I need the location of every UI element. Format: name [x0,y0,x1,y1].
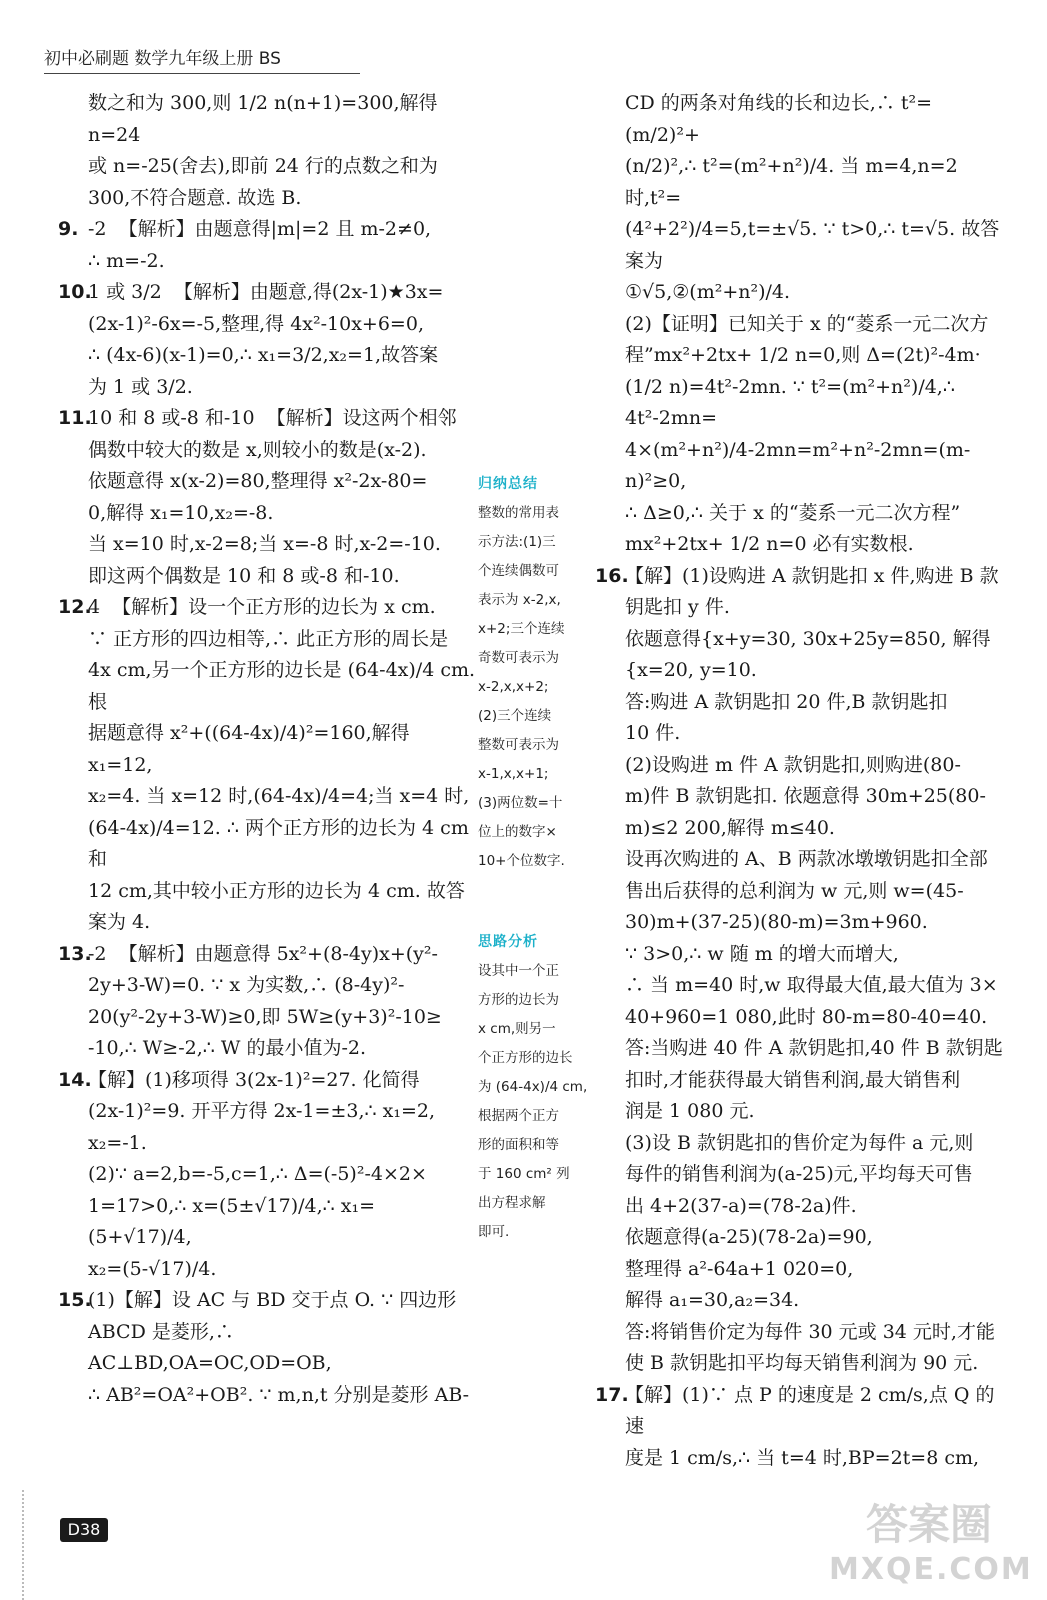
left-line [88,183,478,215]
right-line [625,1065,1005,1097]
line-text: 4×(m²+n²)/4-2mn=m²+n²-2mn=(m-n)²≥0, [625,438,971,492]
note-line: 示方法:(1)三 [478,534,556,550]
line-text: (2x-1)²-6x=-5,整理,得 4x²-10x+6=0, [88,312,424,335]
right-line [625,340,1005,372]
note-line: 个正方形的边长 [478,1050,573,1066]
line-text: ①√5,②(m²+n²)/4. [625,281,791,303]
line-text: 数之和为 300,则 1/2 n(n+1)=300,解得 n=24 [88,92,444,146]
right-line [625,1096,1005,1128]
line-text: ∵ 3>0,∴ w 随 m 的增大而增大, [625,942,899,965]
line-text: 1=17>0,∴ x=(5±√17)/4,∴ x₁=(5+√17)/4, [88,1194,376,1248]
note-title: 归纳总结 [478,476,538,492]
right-line [625,498,1005,530]
left-line [88,1096,478,1128]
right-line [625,750,1005,782]
left-line [88,1317,478,1380]
line-text: ∵ 正方形的四边相等,∴ 此正方形的周长是 [88,627,449,650]
note-line: 整数的常用表 [478,505,559,521]
line-text: 使 B 款钥匙扣平均每天销售利润为 90 元. [625,1352,979,1374]
right-line [625,718,1005,750]
right-column [595,88,1005,1474]
note-line: 根据两个正方 [478,1108,559,1124]
right-line [625,529,1005,561]
line-text: ∴ m=-2. [88,249,165,272]
line-text: mx²+2tx+ 1/2 n=0 必有实数根. [625,533,914,555]
right-line [625,781,1005,813]
line-text: 12 cm,其中较小正方形的边长为 4 cm. 故答 [88,879,465,902]
question-number: 13. [58,942,92,965]
watermark-line1: 答案圈 [865,1500,992,1549]
right-line [625,214,1005,277]
left-line [58,214,478,246]
left-line [88,876,478,908]
line-text: ∴ AB²=OA²+OB². ∵ m,n,t 分别是菱形 AB- [88,1383,470,1406]
left-line [58,1065,478,1097]
line-text: -10,∴ W≥-2,∴ W 的最小值为-2. [88,1037,367,1059]
line-text: ∴ 当 m=40 时,w 取得最大值,最大值为 3× [625,974,998,996]
left-line [88,1380,478,1412]
page-header [44,44,281,69]
line-text: 即这两个偶数是 10 和 8 或-8 和-10. [88,564,400,587]
left-line [88,372,478,404]
header-rule [44,73,360,74]
right-line [625,1128,1005,1160]
line-text: (2)∵ a=2,b=-5,c=1,∴ Δ=(-5)²-4×2× [88,1163,427,1185]
question-number: 14. [58,1068,92,1091]
left-line [88,970,478,1002]
right-line [595,561,1005,593]
note-line: 个连续偶数可 [478,563,559,579]
left-line [88,1254,478,1286]
left-line [58,403,478,435]
note-line: (3)两位数=十 [478,795,563,811]
right-line [625,844,1005,876]
right-line [625,1191,1005,1223]
left-line [88,498,478,530]
note-line: 方形的边长为 [478,992,559,1008]
line-text: 10 和 8 或-8 和-10 【解析】设这两个相邻 [88,407,457,429]
right-line [625,309,1005,341]
right-line [625,1159,1005,1191]
left-line [58,1285,478,1317]
left-line [88,466,478,498]
right-line [625,813,1005,845]
note-line: x-2,x,x+2; [478,679,549,695]
line-text: 或 n=-25(舍去),即前 24 行的点数之和为 [88,155,438,177]
left-line [88,1033,478,1065]
line-text: 润是 1 080 元. [625,1100,755,1122]
question-number: 11. [58,407,92,429]
line-text: 依题意得{x+y=30, 30x+25y=850, 解得{x=20, y=10. [625,627,991,681]
line-text: CD 的两条对角线的长和边长,∴ t²=(m/2)²+ [625,92,933,146]
line-text: 每件的销售利润为(a-25)元,平均每天可售 [625,1163,973,1185]
left-line [88,813,478,876]
note-line: 位上的数字× [478,824,557,840]
note-line: x-1,x,x+1; [478,766,549,782]
note-line: 于 160 cm² 列 [478,1166,570,1182]
line-text: (2x-1)²=9. 开平方得 2x-1=±3,∴ x₁=2, [88,1100,436,1122]
line-text: 依题意得 x(x-2)=80,整理得 x²-2x-80= [88,470,428,492]
left-line [58,277,478,309]
right-line [625,1222,1005,1254]
left-line [88,561,478,593]
note-line: 即可. [478,1224,510,1240]
sidebar-note-2 [478,928,590,1247]
left-line [88,151,478,183]
note-title: 思路分析 [478,934,538,950]
line-text: x₂=(5-√17)/4. [88,1257,217,1280]
line-text: 4x cm,另一个正方形的边长是 (64-4x)/4 cm. 根 [88,659,482,713]
line-text: 程”mx²+2tx+ 1/2 n=0,则 Δ=(2t)²-4m· [625,344,981,366]
left-line [88,435,478,467]
note-line: 整数可表示为 [478,737,559,753]
right-line [625,592,1005,624]
line-text: 扣时,才能获得最大销售利润,最大销售利 [625,1068,961,1091]
right-line [625,88,1005,151]
line-text: (2)设购进 m 件 A 款钥匙扣,则购进(80- [625,753,961,776]
line-text: 300,不符合题意. 故选 B. [88,186,302,209]
page-number: D38 [60,1518,108,1542]
line-text: ∴ (4x-6)(x-1)=0,∴ x₁=3/2,x₂=1,故答案 [88,344,439,366]
line-text: (1)【解】设 AC 与 BD 交于点 O. ∵ 四边形 [88,1289,457,1311]
header-title: 初中必刷题 数学九年级上册 BS [44,49,281,69]
note-line: 10+个位数字. [478,853,565,869]
line-text: 4 【解析】设一个正方形的边长为 x cm. [88,596,436,618]
line-text: -2 【解析】由题意得|m|=2 且 m-2≠0, [88,218,432,240]
line-text: 2y+3-W)=0. ∵ x 为实数,∴ (8-4y)²- [88,974,405,996]
right-line [625,876,1005,908]
left-line [88,246,478,278]
line-text: 据题意得 x²+((64-4x)/4)²=160,解得 x₁=12, [88,722,416,776]
line-text: 出 4+2(37-a)=(78-2a)件. [625,1194,857,1217]
line-text: 案为 4. [88,911,151,933]
note-line: 奇数可表示为 [478,650,559,666]
watermark-logo [829,1500,1033,1596]
left-line [88,309,478,341]
right-line [625,435,1005,498]
question-number: 10. [58,281,92,303]
right-line [625,1443,1005,1475]
left-line [88,907,478,939]
line-text: -2 【解析】由题意得 5x²+(8-4y)x+(y²- [88,942,438,965]
line-text: 【解】(1)移项得 3(2x-1)²=27. 化简得 [88,1068,420,1091]
line-text: (2)【证明】已知关于 x 的“菱系一元二次方 [625,312,989,335]
line-text: 1 或 3/2 【解析】由题意,得(2x-1)★3x= [88,281,444,303]
question-number: 12. [58,596,92,618]
left-line [88,88,478,151]
note-line: (2)三个连续 [478,708,552,724]
right-line [625,1317,1005,1349]
question-number: 17. [595,1383,629,1406]
right-line [625,372,1005,435]
left-line [88,1191,478,1254]
right-line [625,1033,1005,1065]
sidebar-note-1 [478,470,590,876]
line-text: 偶数中较大的数是 x,则较小的数是(x-2). [88,438,427,461]
right-line [625,939,1005,971]
right-line [625,907,1005,939]
left-line [58,592,478,624]
right-line [625,1002,1005,1034]
line-text: 答:当购进 40 件 A 款钥匙扣,40 件 B 款钥匙 [625,1037,1003,1059]
right-line [625,1285,1005,1317]
line-text: (n/2)²,∴ t²=(m²+n²)/4. 当 m=4,n=2 时,t²= [625,155,964,209]
note-line: x+2;三个连续 [478,621,565,637]
line-text: 钥匙扣 y 件. [625,596,730,618]
line-text: 售出后获得的总利润为 w 元,则 w=(45- [625,879,964,902]
question-number: 16. [595,564,629,587]
note-line: 出方程求解 [478,1195,546,1211]
line-text: 答:将销售价定为每件 30 元或 34 元时,才能 [625,1320,995,1343]
left-line [88,529,478,561]
note-line: x cm,则另一 [478,1021,556,1037]
note-line: 设其中一个正 [478,963,559,979]
right-line [625,277,1005,309]
line-text: 解得 a₁=30,a₂=34. [625,1289,800,1311]
left-line [88,1128,478,1160]
line-text: (1/2 n)=4t²-2mn. ∵ t²=(m²+n²)/4,∴ 4t²-2mn= [625,375,961,429]
note-line: 表示为 x-2,x, [478,592,561,608]
note-line: 形的面积和等 [478,1137,559,1153]
line-text: 10 件. [625,722,681,744]
line-text: m)≤2 200,解得 m≤40. [625,816,835,839]
line-text: 【解】(1)∵ 点 P 的速度是 2 cm/s,点 Q 的速 [625,1383,995,1437]
line-text: 20(y²-2y+3-W)≥0,即 5W≥(y+3)²-10≥ [88,1005,442,1028]
line-text: 当 x=10 时,x-2=8;当 x=-8 时,x-2=-10. [88,533,441,555]
line-text: 度是 1 cm/s,∴ 当 t=4 时,BP=2t=8 cm, [625,1446,980,1469]
right-line [625,151,1005,214]
line-text: m)件 B 款钥匙扣. 依题意得 30m+25(80- [625,785,986,807]
line-text: 【解】(1)设购进 A 款钥匙扣 x 件,购进 B 款 [625,564,999,587]
line-text: 设再次购进的 A、B 两款冰墩墩钥匙扣全部 [625,848,988,870]
line-text: x₂=-1. [88,1131,147,1154]
right-line [625,1348,1005,1380]
line-text: 30)m+(37-25)(80-m)=3m+960. [625,911,928,933]
line-text: (3)设 B 款钥匙扣的售价定为每件 a 元,则 [625,1131,974,1154]
left-line [88,781,478,813]
line-text: 40+960=1 080,此时 80-m=80-40=40. [625,1005,988,1028]
left-column [58,88,482,1411]
line-text: (4²+2²)/4=5,t=±√5. ∵ t>0,∴ t=√5. 故答案为 [625,218,1000,272]
right-line [625,687,1005,719]
line-text: (64-4x)/4=12. ∴ 两个正方形的边长为 4 cm 和 [88,816,475,870]
line-text: 依题意得(a-25)(78-2a)=90, [625,1226,873,1248]
right-line [625,624,1005,687]
left-line [88,1002,478,1034]
watermark-line2: MXQE.COM [829,1552,1033,1587]
question-number: 9. [58,218,79,240]
left-line [88,340,478,372]
line-text: 答:购进 A 款钥匙扣 20 件,B 款钥匙扣 [625,690,948,713]
right-line [625,1254,1005,1286]
left-line [88,655,482,718]
line-text: x₂=4. 当 x=12 时,(64-4x)/4=4;当 x=4 时, [88,785,470,807]
right-line [625,970,1005,1002]
corner-mark [22,1490,50,1600]
line-text: 0,解得 x₁=10,x₂=-8. [88,501,274,524]
note-line: 为 (64-4x)/4 cm, [478,1079,588,1095]
left-line [88,1159,478,1191]
line-text: 整理得 a²-64a+1 020=0, [625,1257,854,1280]
line-text: 为 1 或 3/2. [88,375,193,398]
left-line [88,718,478,781]
left-line [88,624,478,656]
line-text: ABCD 是菱形,∴ AC⊥BD,OA=OC,OD=OB, [88,1320,332,1374]
right-line [595,1380,1005,1443]
question-number: 15. [58,1289,92,1311]
line-text: ∴ Δ≥0,∴ 关于 x 的“菱系一元二次方程” [625,501,961,524]
left-line [58,939,478,971]
